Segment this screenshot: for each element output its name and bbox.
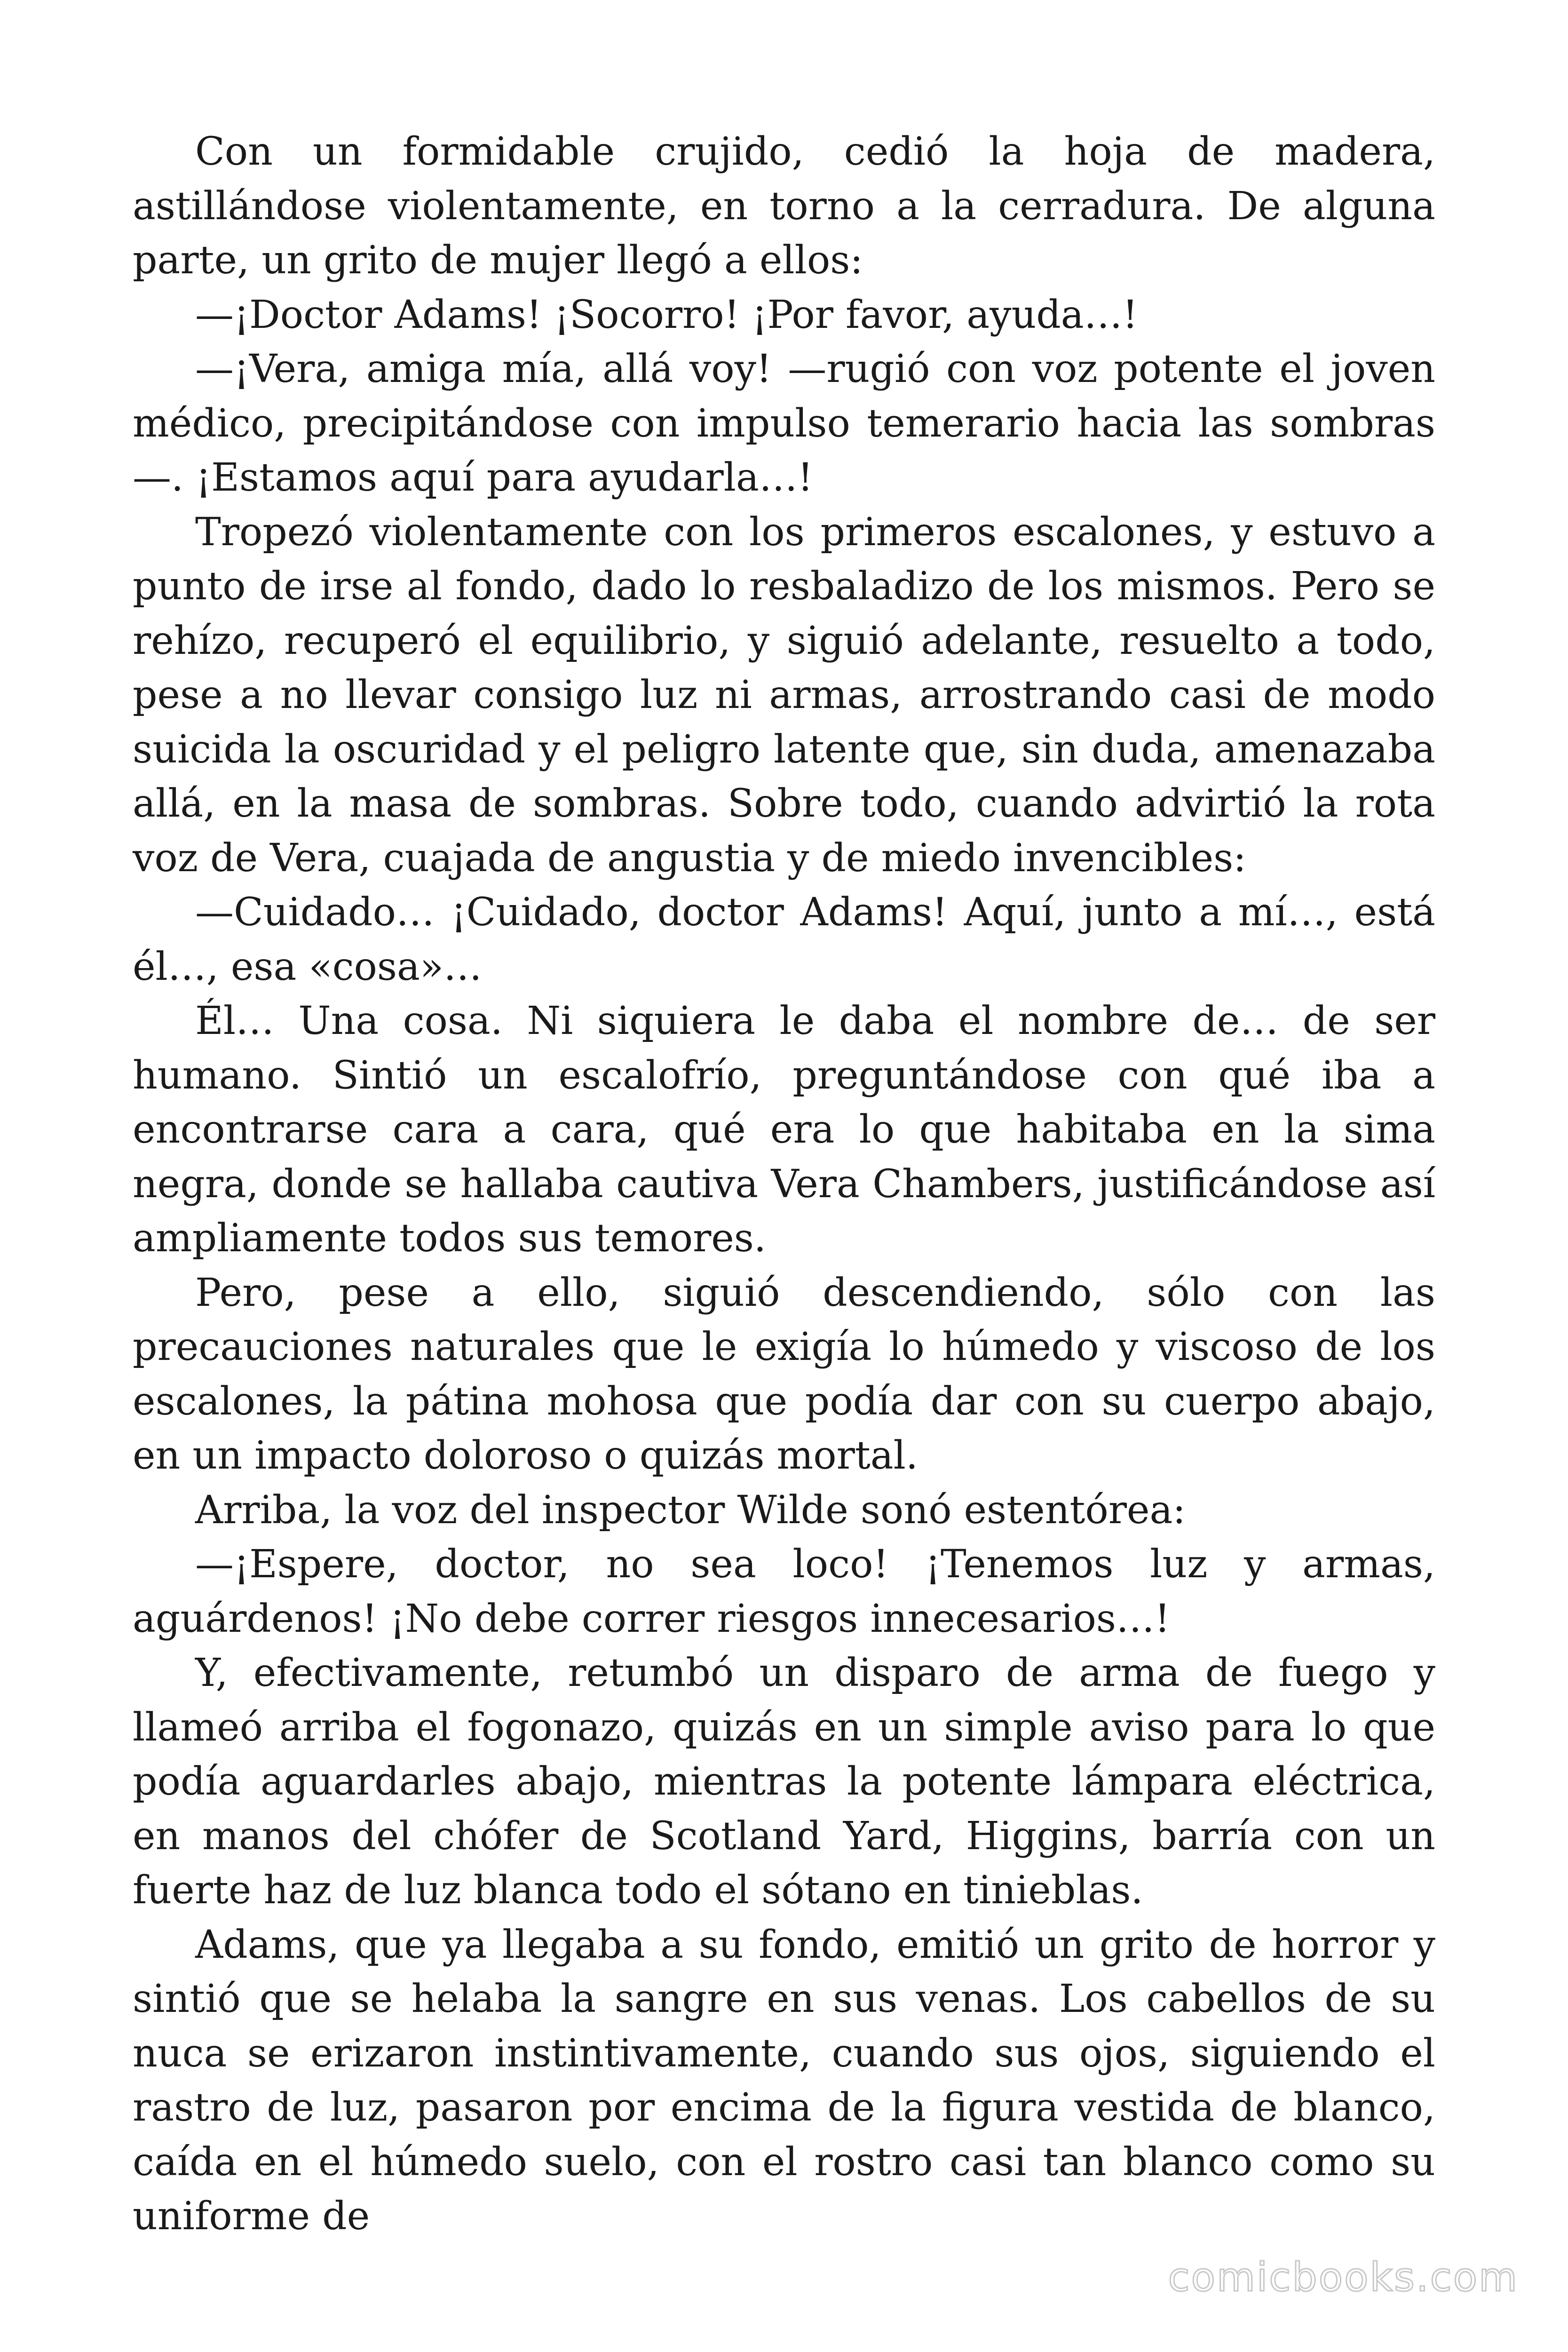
paragraph: —¡Espere, doctor, no sea loco! ¡Tenemos luz y armas, aguárdenos! ¡No debe correr riesgos innecesarios…!	[133, 1542, 1435, 1641]
paragraph: —¡Doctor Adams! ¡Socorro! ¡Por favor, ayuda…!	[195, 292, 1138, 337]
paragraph: —Cuidado… ¡Cuidado, doctor Adams! Aquí, junto a mí…, está él…, esa «cosa»…	[133, 890, 1435, 989]
paragraph: Pero, pese a ello, siguió descendiendo, sólo con las precauciones naturales que le exigía lo húmedo y viscoso de los escalones, la pátina mohosa que podía dar con su cuerpo abajo, en un impacto doloroso o quizás mortal.	[133, 1270, 1435, 1478]
paragraph: Él… Una cosa. Ni siquiera le daba el nombre de… de ser humano. Sintió un escalofrío, preguntándose con qué iba a encontrarse cara a cara, qué era lo que habitaba en la sima negra, donde se hallaba cautiva Vera Chambers, justificándose así ampliamente todos sus temores.	[133, 999, 1435, 1261]
body-text	[133, 125, 1435, 2244]
paragraph: Y, efectivamente, retumbó un disparo de arma de fuego y llameó arriba el fogonazo, quizás en un simple aviso para lo que podía aguardarles abajo, mientras la potente lámpara eléctrica, en manos del chófer de Scotland Yard, Higgins, barría con un fuerte haz de luz blanca todo el sótano en tinieblas.	[133, 1651, 1435, 1913]
paragraph: —¡Vera, amiga mía, allá voy! —rugió con voz potente el joven médico, precipitándose con impulso temerario hacia las sombras—. ¡Estamos aquí para ayudarla…!	[133, 347, 1435, 500]
paragraph: Tropezó violentamente con los primeros escalones, y estuvo a punto de irse al fondo, dado lo resbaladizo de los mismos. Pero se rehízo, recuperó el equilibrio, y siguió adelante, resuelto a todo, pese a no llevar consigo luz ni armas, arrostrando casi de modo suicida la oscuridad y el peligro latente que, sin duda, amenazaba allá, en la masa de sombras. Sobre todo, cuando advirtió la rota voz de Vera, cuajada de angustia y de miedo invencibles:	[133, 509, 1435, 881]
paragraph: Con un formidable crujido, cedió la hoja de madera, astillándose violentamente, en torno a la cerradura. De alguna parte, un grito de mujer llegó a ellos:	[133, 129, 1435, 283]
paragraph: Arriba, la voz del inspector Wilde sonó estentórea:	[195, 1487, 1186, 1533]
watermark: comicbooks.com	[1168, 2254, 1519, 2300]
paragraph: Adams, que ya llegaba a su fondo, emitió un grito de horror y sintió que se helaba la sangre en sus venas. Los cabellos de su nuca se erizaron instintivamente, cuando sus ojos, siguiendo el rastro de luz, pasaron por encima de la figura vestida de blanco, caída en el húmedo suelo, con el rostro casi tan blanco como su uniforme de	[133, 1922, 1435, 2239]
